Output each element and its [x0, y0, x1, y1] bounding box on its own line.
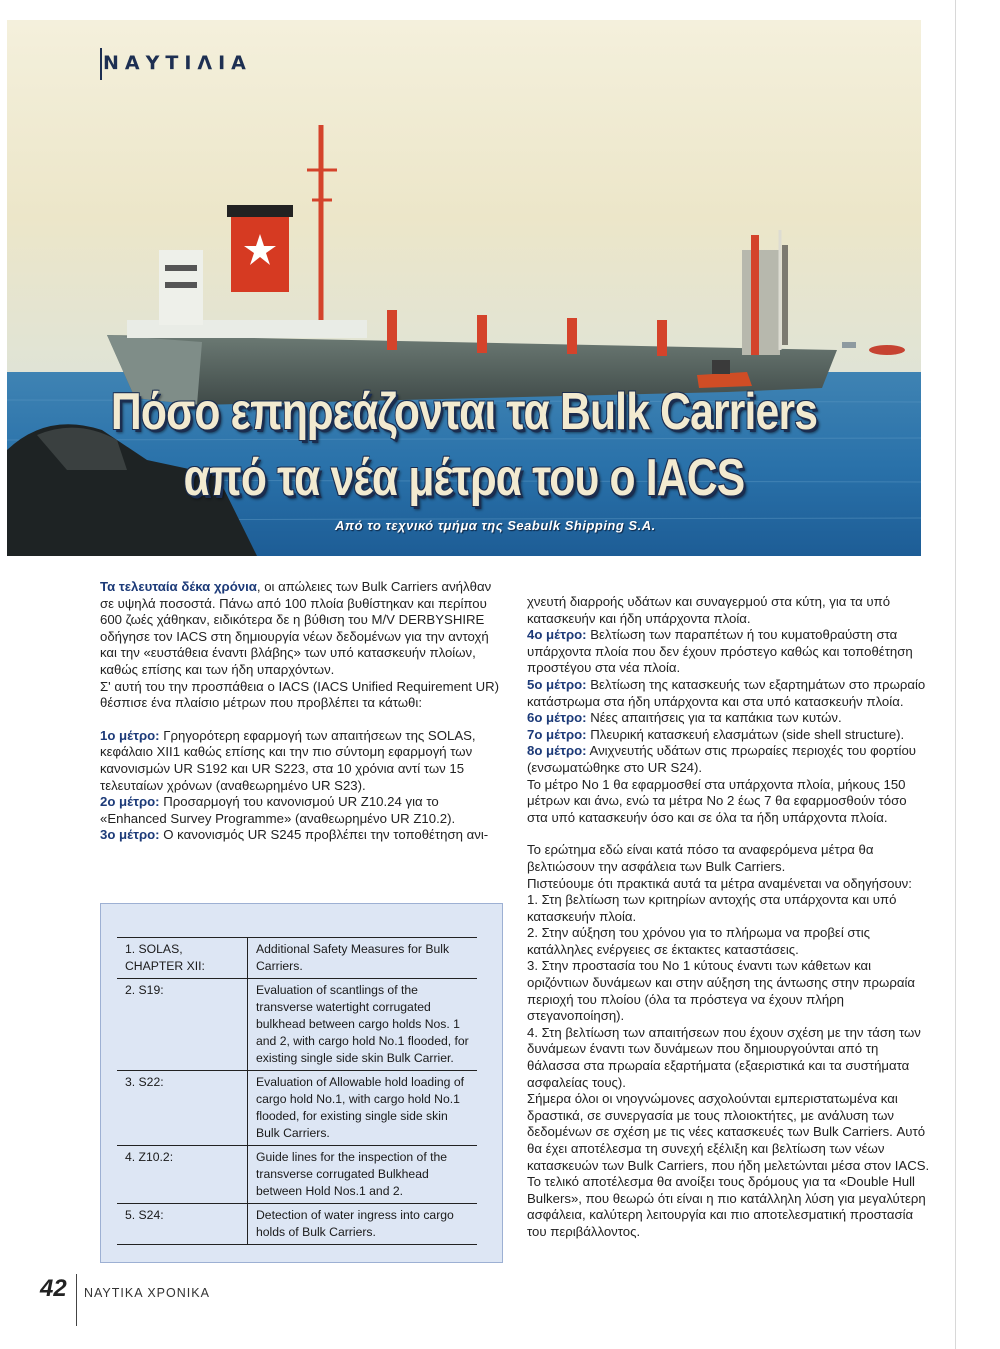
table-row-code: 4. Z10.2: — [117, 1146, 248, 1204]
outcome-2: 2. Στην αύξηση του χρόνου για το πλήρωμα να προβεί στις κατάλληλες ενέργειες σε έκτακτες καταστάσεις. — [527, 925, 871, 957]
belief-paragraph: Πιστεύουμε ότι πρακτικά αυτά τα μέτρα αναμένεται να οδηγήσουν: — [527, 875, 912, 891]
measure-5-label: 5ο μέτρο: — [527, 676, 587, 692]
measure-8-label: 8ο μέτρο: — [527, 743, 587, 759]
table-row — [117, 979, 477, 1071]
measure-3-label: 3ο μέτρο: — [100, 827, 160, 843]
measure-6-text: Νέες απαιτήσεις για τα καπάκια των κυτών. — [586, 710, 842, 726]
article-title-line-2: από τα νέα μέτρα του ο IACS — [183, 449, 745, 507]
measure-7-label: 7ο μέτρο: — [527, 726, 587, 742]
measure-3-continued: χνευτή διαρροής υδάτων και συναγερμού στα κύτη, για τα υπό κατασκευήν και ήδη υπάρχοντα πλοία. — [527, 594, 891, 626]
section-label: ΝΑΥΤΙΛΙΑ — [103, 52, 252, 74]
measure-3-text: Ο κανονισμός UR S245 προβλέπει την τοποθέτηση ανι- — [159, 827, 489, 843]
table-row-text: Evaluation of scantlings of the transverse watertight corrugated bulkhead between cargo holds Nos. 1 and 2, with cargo hold No.1 flooded, for existing single side skin Bulk Carrier. — [248, 979, 478, 1071]
intro-lead: Τα τελευταία δέκα χρόνια — [100, 579, 257, 594]
intro-paragraph — [100, 579, 504, 679]
measure-8-text: Ανιχνευτής υδάτων στις πρωραίες περιοχές του φορτίου (ενσωματώθηκε στο UR S24). — [527, 743, 916, 775]
conclusion-paragraph: Το τελικό αποτέλεσμα θα ανοίξει τους δρόμους για τα «Double Hull Bulkers», που θεωρώ ότι είναι η πιο κατάλληλη λύση για μεγαλύτερη ασφάλεια, καλύτερη λειτουργία και πιο αποτελεσματική προστασία του περιβάλλοντος. — [527, 1174, 926, 1239]
magazine-name: ΝΑΥΤΙΚΑ ΧΡΟΝΙΚΑ — [84, 1286, 210, 1300]
page-edge-line — [955, 0, 956, 1349]
requirements-table-box — [100, 903, 503, 1263]
table-row-text: Detection of water ingress into cargo holds of Bulk Carriers. — [248, 1204, 478, 1245]
table-row — [117, 1146, 477, 1204]
today-paragraph: Σήμερα όλοι οι νηογνώμονες ασχολούνται εμπεριστατωμένα και δραστικά, σε συνεργασία με τους πλοιοκτήτες, με ανάλυση των δεδομένων σε σχέση με τις νέες κατασκευές των Bulk Carriers. Αυτό θα έχει αποτέλεσμα τη συνεχή εξέλιξη και βελτίωση των νέων κατασκευών των Bulk Carriers, που ήδη μελετώνται μέσα στον IACS. — [527, 1091, 930, 1173]
article-byline: Από το τεχνικό τμήμα της Seabulk Shipping S.A. — [335, 518, 656, 533]
article-left-column — [100, 579, 504, 844]
requirements-table — [117, 937, 477, 1245]
measure-2 — [100, 794, 504, 827]
measure-5 — [527, 677, 930, 710]
article-right-column — [527, 594, 930, 1241]
section-marker-bar — [100, 48, 102, 80]
measure-6-label: 6ο μέτρο: — [527, 710, 587, 726]
footer-divider — [76, 1274, 77, 1326]
measure-6 — [527, 710, 930, 727]
table-row-text: Guide lines for the inspection of the transverse corrugated Bulkhead between Hold Nos.1 and 2. — [248, 1146, 478, 1204]
outcome-1: 1. Στη βελτίωση των κριτηρίων αντοχής στα υπάρχοντα και υπό κατασκευήν πλοία. — [527, 892, 897, 924]
application-paragraph: Το μέτρο Νο 1 θα εφαρμοσθεί στα υπάρχοντα πλοία, μήκους 150 μέτρων και άνω, ενώ τα μέτρα Νο 2 έως 7 θα εφαρμοσθούν τόσο στα υπό κατασκευήν όσο και σε όλα τα ήδη υπάρχοντα πλοία. — [527, 776, 907, 825]
table-row-text: Evaluation of Allowable hold loading of cargo hold No.1, with cargo hold No.1 flooded, for existing single side skin Bulk Carriers. — [248, 1071, 478, 1146]
table-row-code: 1. SOLAS, CHAPTER XII: — [117, 938, 248, 979]
measure-4-label: 4ο μέτρο: — [527, 627, 587, 643]
measure-7-text: Πλευρική κατασκευή ελασμάτων (side shell structure). — [586, 726, 905, 742]
measure-8 — [527, 743, 930, 776]
measure-1-label: 1ο μέτρο: — [100, 727, 160, 743]
measure-4-text: Βελτίωση των παραπέτων ή του κυματοθραύστη στα υπάρχοντα πλοία που δεν έχουν πρόστεγο καθώς και τοποθέτηση προστέγου στα νέα πλοία. — [527, 627, 913, 676]
bow-loader — [742, 250, 780, 355]
framework-paragraph: Σ' αυτή του την προσπάθεια ο IACS (IACS Unified Requirement UR) θέσπισε ένα πλαίσιο μέτρων που προβλέπει τα κάτωθι: — [100, 678, 500, 711]
measure-2-text: Προσαρμογή του κανονισμού UR Z10.24 για το «Enhanced Survey Programme» (αναθεωρημένο UR Z10.2). — [100, 794, 456, 826]
measure-7 — [527, 727, 930, 744]
table-row — [117, 938, 477, 979]
measure-2-label: 2ο μέτρο: — [100, 794, 160, 810]
article-title-line-1: Πόσο επηρεάζονται τα Bulk Carriers — [110, 383, 818, 441]
table-row-text: Additional Safety Measures for Bulk Carriers. — [248, 938, 478, 979]
outcome-4: 4. Στη βελτίωση των απαιτήσεων που έχουν σχέση με την τάση των δυνάμεων έναντι των δυνάμεων που δημιουργούνται από τη θάλασσα στα πρωραία εξαρτήματα (εξαεριστικά και τα συστήματα ασφαλείας τους). — [527, 1024, 921, 1090]
measure-1 — [100, 728, 504, 794]
hero-photo-ship — [7, 20, 921, 556]
table-row-code: 5. S24: — [117, 1204, 248, 1245]
measure-3 — [100, 827, 504, 844]
page-number: 42 — [40, 1275, 67, 1302]
measure-1-text: Γρηγορότερη εφαρμογή των απαιτήσεων της SOLAS, κεφάλαιο XII1 καθώς επίσης και την πιο σύντομη εφαρμογή των κανονισμών UR S192 και UR S223, στα 10 χρόνια αντί των 15 τελευταίων χρόνων (αναθεωρημένο UR S23). — [100, 727, 476, 793]
question-paragraph: Το ερώτημα εδώ είναι κατά πόσο τα αναφερόμενα μέτρα θα βελτιώσουν την ασφάλεια των Bulk Carriers. — [527, 842, 874, 874]
measure-4 — [527, 627, 930, 677]
intro-text: , οι απώλειες των Bulk Carriers ανήλθαν σε υψηλά ποσοστά. Πάνω από 100 πλοία βυθίστηκαν και περίπου 600 ζωές χάθηκαν, ειδικότερα δε η βύθιση του M/V DERBYSHIRE οδήγησε τον IACS στη δημιουργία νέων δεδομένων για την αντοχή και την «ευστάθεια έναντι βλάβης» των υπό κατασκευήν πλοίων, καθώς επίσης και των ήδη υπαρχόντων. — [100, 579, 492, 677]
table-row — [117, 1204, 477, 1245]
outcome-3: 3. Στην προστασία του Νο 1 κύτους έναντι των κάθετων και οριζόντιων δυνάμεων και στην αύξηση της άντωσης στην πρωραία περιοχή του πλοίου (όλα τα πρόστεγα να έχουν πλήρη στεγανοποίηση). — [527, 958, 916, 1024]
table-row — [117, 1071, 477, 1146]
table-row-code: 3. S22: — [117, 1071, 248, 1146]
table-row-code: 2. S19: — [117, 979, 248, 1071]
measure-5-text: Βελτίωση της κατασκευής των εξαρτημάτων στο πρωραίο κατάστρωμα στα ήδη υπάρχοντα και στα υπό κατασκευήν πλοία. — [527, 676, 926, 709]
